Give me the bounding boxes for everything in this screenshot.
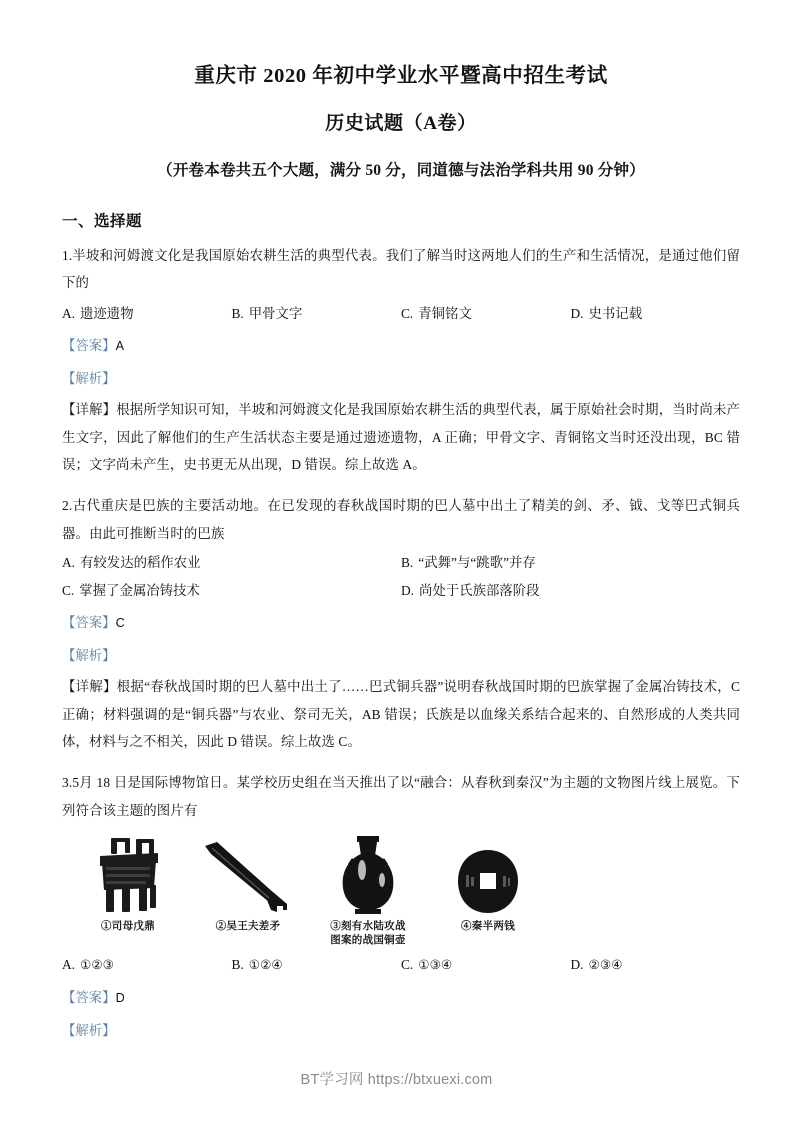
figure-1 (68, 832, 188, 948)
question-3-analysis-tag (62, 1017, 740, 1044)
question-3-answer (62, 984, 740, 1012)
site-watermark: BT学习网 https://btxuexi.com (300, 1072, 493, 1088)
option-text: 青铜铭文 (418, 305, 472, 321)
answer-value: A (115, 339, 124, 354)
figure-4-caption (433, 920, 543, 934)
figure-4 (428, 832, 548, 948)
figure-3-caption (313, 920, 423, 948)
question-1-option-b[interactable] (232, 300, 402, 327)
analysis-tag: 【解析】 (62, 1022, 116, 1038)
option-text: 尚处于氏族部落阶段 (419, 582, 540, 598)
question-2-option-a[interactable] (62, 549, 401, 576)
option-text: 甲骨文字 (248, 305, 303, 321)
option-text: ②③④ (588, 957, 623, 973)
question-1-detail: 【详解】根据所学知识可知，半坡和河姆渡文化是我国原始农耕生活的典型代表，属于原始社会时期，当时尚未产生文字，因此了解他们的生产生活状态主要是通过遗迹遗物，A 正确；甲骨文字、青铜铭文当时还没出现，BC 错误；文字尚未产生，史书更无从出现，D 错误。综上故选 A。 (62, 402, 740, 473)
question-1-option-d[interactable] (571, 300, 741, 327)
figure-2-caption-line1: ②吴王夫差矛 (215, 921, 281, 933)
answer-tag: 【答案】 (62, 615, 116, 631)
question-2-option-c[interactable] (62, 577, 401, 604)
option-key: C. (62, 582, 75, 598)
exam-instructions: （开卷本卷共五个大题，满分 50 分，同道德与法治学科共用 90 分钟） (157, 162, 645, 180)
option-key: B. (231, 957, 244, 973)
question-3-stem: 3.5月 18 日是国际博物馆日。某学校历史组在当天推出了以“融合：从春秋到秦汉”为主题的文物图片线上展览。下列符合该主题的图片有 (62, 775, 740, 818)
question-3-option-b[interactable] (232, 951, 402, 978)
question-2-analysis-tag (62, 642, 740, 669)
question-3-figure-row (68, 832, 548, 948)
figure-3-caption-line1: ③刻有水陆攻战 (330, 921, 406, 933)
artifact-ding-icon (68, 832, 188, 916)
figure-2-caption (193, 920, 303, 934)
page-title: 重庆市 2020 年初中学业水平暨高中招生考试 (194, 65, 608, 87)
answer-tag: 【答案】 (62, 338, 116, 354)
page-content (62, 0, 740, 1044)
figure-4-caption-line1: ④秦半两钱 (461, 921, 515, 933)
answer-tag: 【答案】 (62, 989, 116, 1005)
question-1-option-c[interactable] (401, 300, 571, 327)
figure-2 (188, 832, 308, 948)
option-key: B. (401, 555, 414, 571)
option-text: ①③④ (418, 957, 453, 973)
option-text: “武舞”与“跳歌”并存 (418, 555, 536, 571)
question-3-option-a[interactable] (62, 951, 232, 978)
artifact-coin-icon (428, 832, 548, 916)
question-2 (62, 492, 740, 756)
question-1-stem: 1.半坡和河姆渡文化是我国原始农耕生活的典型代表。我们了解当时这两地人们的生产和生活情况，是通过他们留下的 (62, 247, 740, 291)
artifact-spear-icon (188, 832, 308, 916)
option-key: C. (401, 957, 414, 973)
figure-3-caption-line2: 图案的战国铜壶 (330, 935, 406, 947)
question-1-analysis-tag (62, 365, 740, 392)
figure-1-caption-line1: ①司母戊鼎 (101, 921, 155, 933)
option-text: ①②③ (80, 957, 114, 973)
option-key: D. (401, 582, 415, 598)
analysis-tag: 【解析】 (62, 647, 116, 663)
option-key: B. (231, 305, 244, 321)
option-text: 史书记载 (588, 305, 643, 321)
section-heading-multiple-choice: 一、选择题 (62, 212, 143, 230)
page-subtitle: 历史试题（A卷） (325, 112, 477, 134)
option-key: D. (570, 305, 584, 321)
question-3-option-d[interactable] (571, 951, 741, 978)
question-1-option-a[interactable] (62, 300, 232, 327)
answer-value: D (115, 990, 125, 1005)
option-key: A. (62, 555, 76, 571)
option-text: 遗迹遗物 (80, 305, 134, 321)
question-2-option-b[interactable] (401, 549, 740, 576)
question-2-answer (62, 609, 740, 637)
figure-1-caption (73, 920, 183, 934)
artifact-hu-vessel-icon (308, 832, 428, 916)
question-3 (62, 769, 740, 1044)
question-1-options (62, 300, 740, 327)
option-key: D. (570, 957, 584, 973)
option-key: A. (62, 305, 76, 321)
option-text: ①②④ (248, 957, 283, 973)
figure-3 (308, 832, 428, 948)
question-2-stem: 2.古代重庆是巴族的主要活动地。在已发现的春秋战国时期的巴人墓中出土了精美的剑、矛、钺、戈等巴式铜兵器。由此可推断当时的巴族 (62, 498, 740, 541)
question-2-detail: 【详解】根据“春秋战国时期的巴人墓中出土了……巴式铜兵器”说明春秋战国时期的巴族掌握了金属冶铸技术，C 正确；材料强调的是“铜兵器”与农业、祭司无关，AB 错误；氏族是以血缘关系结合起来的、自然形成的人类共同体，材料与之不相关，因此 D 错误。综上故选 C。 (62, 679, 740, 750)
question-1-answer (62, 332, 740, 360)
question-1 (62, 242, 740, 479)
analysis-tag: 【解析】 (62, 370, 116, 386)
option-text: 掌握了金属冶铸技术 (79, 582, 200, 598)
question-2-option-d[interactable] (401, 577, 740, 604)
answer-value: C (115, 616, 125, 631)
question-3-options (62, 951, 740, 978)
question-3-option-c[interactable] (401, 951, 571, 978)
option-key: C. (401, 305, 414, 321)
option-text: 有较发达的稻作农业 (80, 555, 201, 571)
option-key: A. (62, 957, 76, 973)
question-2-options (62, 549, 740, 604)
